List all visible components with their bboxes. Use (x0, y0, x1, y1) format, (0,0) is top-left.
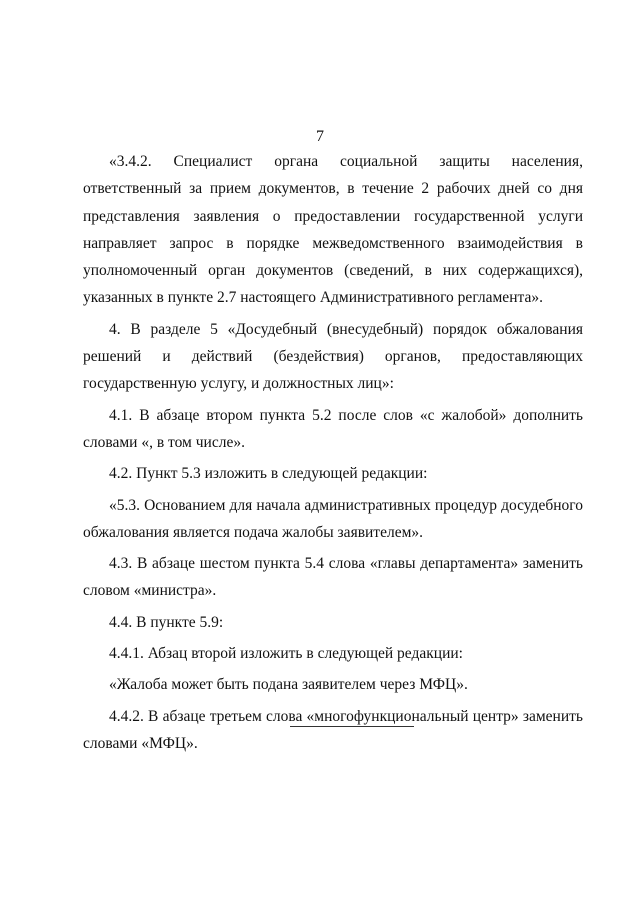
paragraph-4-4-1: 4.4.1. Абзац второй изложить в следующей редакции: (109, 645, 463, 663)
paragraph-complaint-quote: «Жалоба может быть подана заявителем через МФЦ». (109, 676, 468, 694)
paragraph-4-3: 4.3. В абзаце шестом пункта 5.4 слова «главы департамента» заменить словом «министра». (83, 555, 583, 600)
document-body (83, 148, 583, 757)
paragraph-3-4-2: «3.4.2. Специалист органа социальной защиты населения, ответственный за прием документов, в течение 2 рабочих дней со дня представления заявления о предоставлении государственной услуги направляет запрос в порядке межведомственного взаимодействия в уполномоченный орган документов (сведений, в них содержащихся), указанных в пункте 2.7 настоящего Административного регламента». (83, 153, 583, 307)
page-number: 7 (316, 128, 324, 145)
paragraph-5-3-quote: «5.3. Основанием для начала административных процедур досудебного обжалования является подача жалобы заявителем». (83, 496, 583, 541)
paragraph-section-5: 4. В разделе 5 «Досудебный (внесудебный) порядок обжалования решений и действий (бездействия) органов, предоставляющих государственную услугу, и должностных лиц»: (83, 320, 583, 393)
paragraph-4-4: 4.4. В пункте 5.9: (109, 613, 224, 631)
paragraph-4-4-2: 4.4.2. В абзаце третьем слова «многофункциональный центр» заменить словами «МФЦ». (83, 707, 583, 752)
closing-rule (290, 726, 414, 727)
paragraph-4-2: 4.2. Пункт 5.3 изложить в следующей редакции: (109, 465, 428, 483)
paragraph-4-1: 4.1. В абзаце втором пункта 5.2 после слов «с жалобой» дополнить словами «, в том числе». (83, 406, 583, 451)
